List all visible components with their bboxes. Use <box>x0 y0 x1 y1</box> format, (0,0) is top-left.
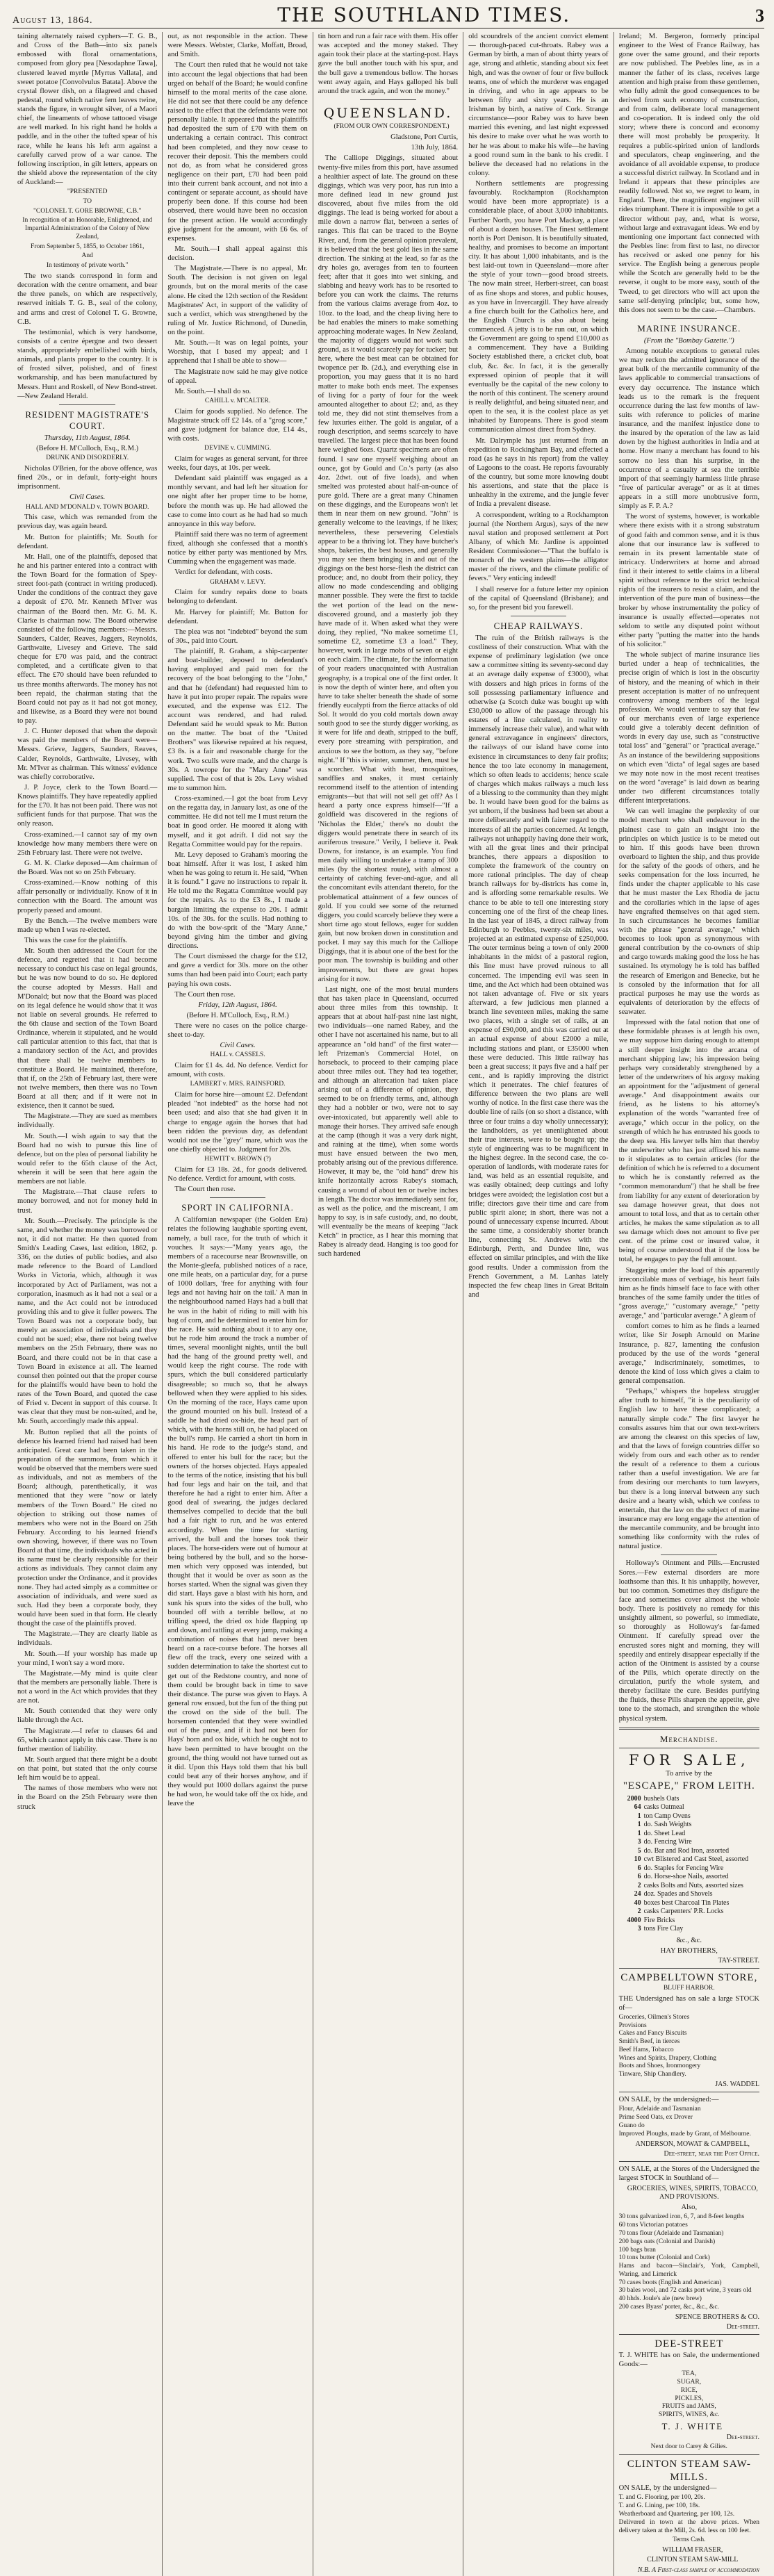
paragraph: Mr. Dalrymple has just returned from an expedition to Rockingham Bay, and effected a road (as he says in his report) from the valley of Lagoons to the coast. He reports favourably of the country, but some more knowing doubt his assertions, and state that the place is unhealthy in the extreme, and the jungle fever of India a prevalent disease. <box>468 436 609 509</box>
item-text: casks Carpenters' P.R. Locks <box>643 1908 724 1916</box>
advert-address: Dee-street. <box>726 2323 759 2331</box>
paragraph: out, as not responsible in the action. These were Messrs. Webster, Clarke, Moffatt, Broad, and Smith. <box>167 33 308 59</box>
column-1 <box>13 32 163 2576</box>
item-text: do. Horse-shoe Nails, assorted <box>643 1873 729 1881</box>
advert-holloway: Holloway's Ointment and Pills.—Encrusted Sores.—Few external disorders are more loathsome than this. It his unhappily, however, but too common. Sometimes they disfigure the face and sometimes cover almost the whole body. There is positively no remedy for this unsightly ailment, so powerful, so immediate, so thoroughly as Holloway's far-famed Ointment. If carefully spread over the encrusted sores night and morning, they will speedily and entirely disappear especially if the action of the Ointment is assisted by a course of the Pills, which operate directly on the circulation, purify the whole system, and thereby facilitate the cure. Besides purifying the fluids, these Pills sharpen the appetite, give tone to the stomach, and strengthen the whole physical system. <box>618 1559 759 1723</box>
divider <box>210 1197 266 1198</box>
item-quantity: 1 <box>637 1821 641 1829</box>
item-quantity: 2000 <box>627 1794 641 1803</box>
paragraph: Impressed with the fatal notion that one of these formidable phrases is at length his own, we may suppose him daring enough to attempt a still deeper insight into the arcana of merchant shipping law; his impression being perhaps very considerably strengthened by a letter of the underwriters of his argosy making an appointment for the "adjustment of general average." And disappointment awaits our friend, as he listens to his attorney's explanation of the words "warranted free of average," which occur in the policy, on the strength of which he has entrusted his goods to the deep sea. His lawyer tells him that thereby the underwriter who has just affixed his name to it stipulates as to certain articles (for the definition of which he is referred to a document to which he is constantly referred as the "common memorandum") that he shall be free from liability for any extent of deterioration by sea damage however great, that does not amount to total loss, and that as to certain other articles, he makes the same stipulation as to all sea damage which does not amount to five per cent. of the prime cost or insured value, it being of course understood that if the loss be total, he engages to pay the full amount. <box>618 1019 759 1264</box>
paragraph: old scoundrels of the ancient convict element — thorough-paced cut-throats. Rabey was a German by birth, a man of about thirty years of age, strong and athletic, standing about six feet high, and was the owner of four or five bullock teams, one of which the murderer was engaged in driving, and who in age appears to be between fifty and sixty years. He is an Irishman by birth, a native of Cork. Strange circumstance—poor Rabey was to have been married this evening, and last night expressed his desire to make over what he was worth to her he was about to make his wife—he having a good round sum in the bank to his credit. I believe the deceased had no relations in the colony. <box>468 33 609 177</box>
paragraph: Mr. South argued that there might be a doubt on that point, but stated that the only course left him would be to appeal. <box>17 1755 158 1782</box>
item-text: Fire Bricks <box>643 1916 675 1924</box>
item-quantity: 40 <box>634 1898 641 1907</box>
inscription-line: "COLONEL T. GORE BROWNE, C.B." <box>33 207 142 215</box>
item-text: do. Fencing Wire <box>643 1838 692 1846</box>
paragraph: The plea was not "indebted" beyond the sum of 30s., paid into Court. <box>167 627 308 645</box>
list-item <box>619 1830 759 1839</box>
list-item <box>619 1925 759 1934</box>
list-item <box>619 1882 759 1891</box>
paragraph: Mr. South.—It was on legal points, your Worship, that I based my appeal; and I apprehend that I shall be able to show— <box>167 339 308 366</box>
inscription-line: In testimony of private worth." <box>46 262 129 270</box>
advert-address: Dee-street, near the Post Office. <box>664 2149 759 2158</box>
newspaper-title: THE SOUTHLAND TIMES. <box>277 3 571 26</box>
inscription-line: From September 5, 1855, to October 1861, <box>31 243 145 250</box>
paragraph: Cross-examined.—I got the boat from Levy on the regatta day, in January last, as one of the committee. He did not tell me I must return the boat in good order. He moored it along with myself, and it got adrift. I did not say the Regatta Committee would pay for the repairs. <box>167 795 308 848</box>
paragraph: Mr. South.—I wish again to say that the Board had no wish to pursue this line of defence, but on the plea of personal liability he would refer to the 65th clause of the Act, wherein it will be seen that here again the members are not liable. <box>17 1132 158 1186</box>
item-quantity: 1 <box>637 1829 641 1837</box>
paragraph: The Court dismissed the charge for the £12, and gave a verdict for 30s. more on the other sums than had been paid into Court; each party paying his own costs. <box>167 953 308 988</box>
paragraph: Mr. Button replied that all the points of defence his learned friend had raised had been anticipated. Great care had been taken in the preparation of the summons, from which it would be observed that the members were sued as individuals, and not as members of the Board; although, parenthetically, it was mentioned that they were "now or lately members of the Town Board." He cited no objection to striking out those names of members who were not in the Board on 25th February. According to his learned friend's own showing, however, if there was no Town Board at that time, the individuals who acted in its name must be clearly responsible for their actions as individuals. They cannot claim any protection under the Ordinance, and it provides none. They had acted simply as a committee or association of individuals, and were sued as such. Had they been a corporate body, they would have been sued in that form. He clearly thought the case of the plaintiffs proved. <box>17 1428 158 1628</box>
paragraph: This case, which was remanded from the previous day, was again heard. <box>17 514 158 531</box>
paragraph: Staggering under the load of this apparently irreconcilable mass of verbiage, his heart fails him as he finds himself face to face with other branches of the same family under the titles of "gross average," "customary average," "petty average," and "particular average." A gleam of <box>618 1266 759 1320</box>
advertiser: WILLIAM FRASER, <box>662 2546 723 2554</box>
advert-line: ON SALE, by the undersigned:— <box>618 2096 719 2104</box>
subheading: (FROM OUR OWN CORRESPONDENT.) <box>334 123 450 131</box>
advert-line: ON SALE, by the undersigned— <box>618 2484 717 2493</box>
paragraph: The Court then ruled that he would not take into account the legal objections that had been urged on behalf of the Board; he would confine himself to the moral merits of the case alone. He did not see that there could be any defence raised to the effect that the defendants were not personally liable. It appeared that the plaintiffs had deposited the sum of £70 with them on undertaking a certain contract. This contract had been completed, and they now cease to recover their deposit. This the members could not do, as from what he considered gross negligence on their part, £70 had been paid into their current bank account, and not into a contingent or separate account, as should have properly been done. If this course had been observed, there would have been no occasion for the present action. He would accordingly give judgment for the amount, with £6 6s. of expenses. <box>167 61 308 243</box>
advert-line: Next door to Carey & Gilies. <box>650 2443 727 2451</box>
dateline: Thursday, 11th August, 1864. <box>44 434 131 442</box>
advert-title: FOR SALE, <box>628 1751 750 1769</box>
dateline: Friday, 12th August, 1864. <box>198 1001 277 1009</box>
case-heading: Civil Cases. <box>69 493 106 502</box>
item-quantity: 3 <box>637 1838 641 1846</box>
paragraph: Mr. South.—Precisely. The principle is the same, and whether the money was borrowed or not, it did not matter. He then quoted from Smith's Leading Cases, last edition, 1862, p. 336, on the duties of public bodies, and also made reference to the Board of Landlord Works in Victoria, which, although it was incorporated by Act of Parliament, was not a corporation, inasmuch as it had not a seal or a name, and the Act could not be introduced providing this and to give it fuller powers. The Town Board was not a corporate body, but merely an association of individuals and they could not be sued; else, there not being twelve members on the 25th February, there was no Board, and there could not be in that case a Town Board in existence at all. The learned counsel then pointed out that the proper course for the plaintiffs would have been to hold the rates of the Town Board, and quoted the case of Fried v. Decent in support of this course. It was clear that they must be non-suited, and he, Mr. South, accordingly made this appeal. <box>17 1217 158 1426</box>
inscription-line: In recognition of an Honorable, Enlightened, and Impartial Administration of the Colony of New Zealand, <box>22 217 153 240</box>
item-quantity: 1 <box>637 1812 641 1820</box>
advertiser: ANDERSON, MOWAT & CAMPBELL, <box>635 2140 750 2148</box>
paragraph: tin horn and run a fair race with them. His offer was accepted and the money staked. They again took their place at the starting-post. Hays gave the bull another touch with his spur, and the bull gave a tremendous bellow. The horses went away again, and Hays galloped his bull around the track again, and won the money." <box>318 33 459 95</box>
paragraph: Cross-examined.—I cannot say of my own knowledge how many members there were on 25th February last. There were not twelve. <box>17 830 158 857</box>
paragraph: G. M. K. Clarke deposed—Am chairman of the Board. Was not so on 25th February. <box>17 859 158 877</box>
section-heading: Merchandise. <box>659 1733 718 1744</box>
paragraph: J. P. Joyce, clerk to the Town Board.—Knows plaintiffs. They have repeatedly applied for the £70. It has not been paid. There was not sufficient funds for that purpose. That was the only reason. <box>17 783 158 828</box>
subheading: (Before H. M'Culloch, Esq., R.M.) <box>186 1011 289 1019</box>
issue-date: August 13, 1864. <box>13 15 93 26</box>
masthead <box>13 3 764 28</box>
paragraph: taining alternately raised cyphers—T. G. B., and Cross of the Bath—into six panels embossed with floral ornamentations, composed from glory pea [Nesodaphne Tawa], clustered leaved myrtle [Myrtus Vallata], and sweet potatoe [Convolvulus Batata]. Above the crystal flower dish, on a filagreed and chased pedestal, round which native fern leaves twine, stands the figure, in wrought silver, of a Maori chief, the lineaments of whose tattooed visage are well marked. In his right hand he holds a paddle, and in the other the tufted spear of his race, while he leans his left arm against a carefully carved prow of a war canoe. The following inscription, in gilt letters, appears on the shield above the representation of the city of Auckland:— <box>17 33 158 186</box>
case-heading: DEVINE v. CUMMING. <box>204 445 272 452</box>
column-3 <box>313 32 463 2576</box>
paragraph: The Magistrate.—They are sued as members individually. <box>17 1113 158 1130</box>
case-heading: GRAHAM v. LEVY. <box>210 578 266 586</box>
paragraph: J. C. Hunter deposed that when the deposit was paid the members of the Board were—Messrs. Grieve, Jaggers, Saunders, Reaves, Calder, Reynolds, Garthwaite, Livesey, with Mr. M'Iver as chairman. This witness' evidence was chiefly corroborative. <box>17 728 158 781</box>
item-quantity: 5 <box>637 1846 641 1855</box>
paragraph: The Magistrate.—I refer to clauses 64 and 65, which cannot apply in this case. There is no further mention of liability. <box>17 1727 158 1753</box>
item-text: do. Staples for Fencing Wire <box>643 1864 724 1872</box>
case-heading: HALL v. CASSELS. <box>210 1051 265 1059</box>
advert-address: Dee-street. <box>726 2434 759 2441</box>
dateline: 13th July, 1864. <box>411 144 459 152</box>
paragraph: The Court then rose. <box>174 990 236 999</box>
item-quantity: 24 <box>634 1890 641 1898</box>
paragraph: Mr. South.—I shall do so. <box>174 387 252 395</box>
paragraph: The ruin of the British railways is the costliness of their construction. What with the expense of preliminary legislation (we once saw a committee sitting its seventy-second day at an average daily expense of £3000), what with dossers and high prices in forms of the soil possessing parliamentary influence and otherwise (a Scotch duke was bought up with £30,000 to allow of the passage through his estates of a line calculated, in reality to immensely increase their value), and what with general extravagance in engineers' directors, the railways of our island have come into existence in circumstances to deny fair profits; hence the too late economy in management, which so often leads to accidents; hence scale of charges which makes railways a much less of a blessing to the community than they might be. It would have been good for the bairns as yet unborn, if the business had been set about a more deliberately and with fairer regard to the interests of all the parties concerned. At length, railways not unhappily having done their work, with all the great lines and their principal branches, there appears a disposition to complete the framework of the country on more rational principles. The day of cheap branch railways for by-districts has come in, and is affording some remarkable results. We chance to be able to tell one interesting story concerning one of the first of the cheap lines. In the last year of 1845, a direct railway from Edinburgh to Peebles, twenty-six miles, was projected at an estimated expense of £250,000. The outer terminus being a town of only 2000 inhabitants in the midst of a pastoral region, this line must have proved ruinous to all concerned. The impending evil was seen in time, and the Act which had been obtained was not taken advantage of. Five or six years afterward, a few judicious men planned a branch line seventeen miles, making the same two places, with a single set of rails, at an expense of £90,000, and this was carried out at an actual expense of about £2000 a mile, including stations and plant, or £35000 when these were deducted. This little railway has been a great success; it pays five and a half per cent., and is rapidly improving the district which it penetrates. The chief features of difference between the two plans are well worthy of notice. In the first case there was the double line of rails (on so short a distance, with three or four trains a day wholly unnecessary); the landholders, as yet unenlightened about their true interests, were to be bought up; the style of engineering was to be magnificent in the highest degree. In the second case, the co-operation of landlords, with moderate rates for land, was held as an essential requisite, and was easily obtained; deep cuttings and lofty bridges were avoided; the legislation cost but a trifle; directors gave their time and care from public spirit alone; in short, there was not a pound of unnecessary expense incurred. About the same time, a considerably shorter branch line, connecting St. Andrews with the Edinburgh, Perth, and Dundee line, was effected on similar principles, and with the like good results. Under a commission from the French Government, a M. Lanhas lately inspected the few cheap lines in Great Britain and <box>468 634 609 1299</box>
paragraph: Mr. South.—I shall appeal against this decision. <box>167 245 308 262</box>
paragraph: The Magistrate.—My mind is quite clear that the members are personally liable. There is not a word in the Act which provides that they are not. <box>17 1669 158 1705</box>
item-quantity: 64 <box>634 1803 641 1812</box>
divider <box>619 1728 759 1730</box>
advert-title: DEE-STREET <box>654 2338 724 2350</box>
paragraph: Mr. Levy deposed to Graham's mooring the boat himself. After it was lost, I asked him when he was going to return it. He said, "When it is found." I gave no instructions to repair it. He told me the Regatta Committee would pay for the repairs. As to the £3 8s., I made a bargain limiting the expense to 20s. I admit 10s. of the 30s. for the sculls. Had nothing to do with the bow-sprit of the "Mary Anne," beyond giving him the timber and giving directions. <box>167 851 308 951</box>
list-item <box>619 1795 759 1804</box>
paragraph: Claim for £3 18s. 2d., for goods delivered. No defence. Verdict for amount, with costs. <box>167 1165 308 1183</box>
list-item <box>619 1864 759 1873</box>
case-heading: Civil Cases. <box>220 1042 256 1050</box>
paragraph: A Californian newspaper (the Golden Era) relates the following laughable sporting event, namely, a bull race, for the truth of which it vouches. It says:—"Many years ago, the members of a racecourse near Brownsville, on the Monte-gleefa, published notices of a race, one mile heats, on a particular day, for a purse of 1000 dollars, 'free for anything with four legs and not having hair on the tail.' A man in the neighbourhood named Hays had a bull that he was in the habit of riding to mill with his bag of corn, and he determined to enter him for the race. He said nothing about it to any one, but he rode him around the track a number of times, several moonlight nights, until the bull had the hang of the ground pretty well, and would keep the right course. The rode with spurs, which the bull considered particularly disagreeable; so much so, that he always bellowed when they were applied to his sides. On the morning of the race, Hays came upon the ground mounted on his bull. Instead of a saddle he had dried ox-hide, the head part of which, with the horns still on, he had placed on the bull's rump. He carried a short tin horn in his hand. He rode to the judge's stand, and offered to enter his bull for the race; but the owners of the horses objected. Hays appealed to the terms of the notice, insisting that his bull had four legs and hair on the tail, and that therefore he had a right to enter him. After a good deal of swearing, the judges declared themselves compelled to decide that the bull had a fair right to run, and he was entered accordingly. When the time for starting arrived, the bull and the horses took their places. The horse-riders were out of humour at being bothered by the bull, and so the horse-men which very opposed was intended, but thought that it would be over as soon as the horses started. When the signal was given they did start. Hays gave a blast with his horn, and sunk his spurs into the sides of the bull, who bounded off with a terrible bellow, at no trifling speed, the dried ox hide flapping up and down, and rattling at every jump, making a combination of noises that had never been heard on a race-course before. The horses all flew off the track, every one seized with a sudden determination to take the shortest cut to get out of the Redstone country, and none of them could be brought back in time to save their distance. The purse was given to Hays. A general row ensued, but the fun of the thing put the crowd on the side of the bull. The horsemen contended that they were swindled out of the purse, and if it had not been for Hays' horn and ox hide, which he ought not to have been permitted to have brought on the ground, the thing would not have turned out as it did. Upon this Hays told them that his bull could beat any of their horses anyhow, and if they would put 1000 dollars against the purse he had won, he would take off the ox hide, and leave the <box>167 1216 308 1808</box>
list-item <box>619 1847 759 1856</box>
list-item <box>619 1821 759 1830</box>
advertiser: HAY BROTHERS, <box>660 1946 718 1955</box>
paragraph: Claim for sundry repairs done to boats belonging to defendant. <box>167 589 308 606</box>
advert-title: CAMPBELLTOWN STORE, <box>620 1972 758 1984</box>
advertiser: JAS. WADDEL <box>715 2080 759 2088</box>
paragraph: Northern settlements are progressing favourably. Rockhampton (Rockhampton would have been more appropriate) is a considerable place, of about 3,000 inhabitants. Further North, you have Port Mackay, a place of about a dozen houses. The finest settlement north is Port Denison. It is beautifully situated, healthy, and promises to become an important city. It has about 1,000 inhabitants, and is the best laid-out town in Queensland—more after the style of your town—good broad streets. The now main street, Herbert-street, can boast of as fine shops and stores, and public houses, as you have in Invercargill. They have already a fine church built for the Catholics here, and the English Church is also about being commenced. A jetty is to be run out, on which the Government are going to spend £10,000 as a commencement. They have a Building Society established there, a cricket club, boat club, &c. &c. In fact, it is the generally expressed opinion of people that it will eventually be the capital of the new colony to the north of this continent. The scenery around is really delightful, and being situated near, and open to the sea, it is the coolest place as yet inhabited by Europeans. There is good steam communication almost direct from Sydney. <box>468 180 609 434</box>
advert-list: Groceries, Oilmen's Stores Provisions Cakes and Fancy Biscuits Smith's Beef, in tierces Beef Hams, Tobacco Wines and Spirits, Drapery, Clothing Boots and Shoes, Ironmongery Tinware, Ship Chandlery. <box>618 2013 717 2078</box>
section-heading: CHEAP RAILWAYS. <box>493 620 584 631</box>
item-text: doz. Spades and Shovels <box>643 1890 713 1898</box>
case-heading: HALL AND M'DONALD v. TOWN BOARD. <box>25 503 149 511</box>
paragraph: Last night, one of the most brutal murders that has taken place in Queensland, occurred about three miles from this township. It appears that at about half-past nine last night, two individuals—one named Rabey, and the other I have not ascertained his name, but to all appearance an "old hand" of the first water—left Prizeman's Commercial Hotel, on horseback, to proceed to their camping place about three miles out. They had tea together, and although an altercation had taken place arising out of a difference of opinion, they seemed to be on friendly terms, and, although they had a nobbler or two, were not to say over-intoxicated, but apparently well able to manage their horses. They arrived safe enough at the camp (though it was a very dark night, and raining at the time), when some words must have ensued between the two men, probably arising out of the previous difference. However, it may be, the "old hand" drew his knife horizontally across Rabey's stomach, causing a wound of about ten or twelve inches in length. The doctor was immediately sent for, as well as the police, and the miscreant, I am happy to say, is in safe custody, and, no doubt, will eventually be the means of keeping "Jack Ketch" in practice, as I hear this morning that Rabey is already dead. Hanging is too good for such hardened <box>318 985 459 1258</box>
paragraph: We can well imagine the perplexity of our model merchant who shall endeavour in the plainest case to gain an insight into the principles on which justice is to be meted out to him. If this goods have been thrown overboard to lighten the ship, and thus provide for the safety of the goods of others, and he seeks compensation for the loss incurred, he finds under the chapter applicable to his case that he must master the Lex Rhodia de jactu and the corollaries which in the lapse of ages have engrafted themselves on that aged stem. In such circumstances he becomes familiar with the phrase "general average," which becomes to look upon as synonymous with general contribution by the co-owners of ship and cargo towards making good the loss he has sustained. Its etymology he is told has baffled the research of Emerigon and Benecke, but he is consoled by the information that for all practical purposes he may use the words as equivalents of deterioration by the effects of seawater. <box>618 807 759 1017</box>
list-item <box>619 1838 759 1847</box>
paragraph: "Perhaps," whispers the hopeless struggler after truth to himself, "it is the peculiarity of English law to have these complicated; a naturally simple code." The first lawyer he consults assures him that our own text-writers are among the clearest on this species of law, and that the laws of foreign countries differ so widely from ours and each other as to render the result of a reference to them a curious rather than a useful investigation. We are far from desiring our merchants to turn lawyers, but there is a long interval between any such desire and a hearty wish, which we confess to entertain, that the law on the subject of marine insurance may ere long engage the attention of the mercantile community, and be brought into something like conformity with the rules of natural justice. <box>618 1388 759 1551</box>
subheading: (From the "Bombay Gazette.") <box>643 336 734 345</box>
item-quantity: 6 <box>637 1864 641 1872</box>
paragraph: Claim for goods supplied. No defence. The Magistrate struck off £2 14s. of a "grog score," and gave judgment for balance due, £14 4s., with costs. <box>167 407 308 443</box>
list-item <box>619 1873 759 1882</box>
section-heading: MARINE INSURANCE. <box>637 322 741 334</box>
section-heading: QUEENSLAND. <box>323 105 453 121</box>
case-heading: CAHILL v. M'CALTER. <box>204 397 271 404</box>
paragraph: The worst of systems, however, is workable where there exists with it a strong substratum of good faith and common sense, and it is thus alone that our insurance law is suffered to remain in its present lamentable state of intricacy. Underwriters at home and abroad find it their interest to settle claims in a liberal spirit without reference to the strict technical rights of the insurers to resist a claim, and the intervention of the pure man of business—the broker by whose instrumentality the policy of insurance is usually effected—operates not seldom to settle any disputed point without either party "putting the matter into the hands of his solicitor." <box>618 513 759 649</box>
divider <box>360 99 416 100</box>
advertiser: T. J. WHITE <box>661 2420 724 2431</box>
item-quantity: 4000 <box>627 1916 641 1924</box>
paragraph: Verdict for defendant, with costs. <box>174 568 273 577</box>
advertiser: SPENCE BROTHERS & CO. <box>675 2313 759 2321</box>
item-text: do. Bar and Rod Iron, assorted <box>643 1846 730 1855</box>
item-quantity: 2 <box>637 1881 641 1889</box>
paragraph: Defendant said plaintiff was engaged as a monthly servant, and had left her situation for one night after her proper time to be home, before the month was up. He had allowed the case to come into court as he had had so much annoyance in this way before. <box>167 475 308 528</box>
list-item <box>619 1812 759 1821</box>
case-heading: DRUNK AND DISORDERLY. <box>46 454 129 462</box>
advert-white <box>619 2334 759 2452</box>
paragraph: I shall reserve for a future letter my opinion of the capital of Queensland (Brisbane); and so, for the present bid you farewell. <box>468 585 609 612</box>
item-quantity: 10 <box>634 1855 641 1864</box>
item-text: tons Fire Clay <box>643 1925 684 1933</box>
advert-list: Flour, Adelaide and Tasmanian Prime Seed Oats, ex Drover Guano do Improved Ploughs, made by Grant, of Melbourne. <box>618 2106 751 2138</box>
advert-subtitle: BLUFF HARBOR. <box>663 1984 715 1992</box>
advert-line: To arrive by the <box>666 1769 713 1778</box>
inscription-line: TO <box>83 197 92 205</box>
section-heading: RESIDENT MAGISTRATE'S COURT. <box>25 409 150 431</box>
paragraph: Mr. South contended that they were only liable through the Act. <box>17 1707 158 1725</box>
advert-spence <box>619 2161 759 2331</box>
item-text: bushels Oats <box>643 1794 680 1803</box>
paragraph: Mr. Hall, one of the plaintiffs, deposed that he and his partner entered into a contract with the Town Board for the formation of Spey-street foot-path (contract in writing produced). Under the conditions of the contract they gave a deposit of £70. Mr. Kenneth M'Iver was chairman of the Board then. Mr. G. M. K. Clarke is chairman now. The Board otherwise consisted of the following members:—Messrs. Saunders, Calder, Reaves, Jaggers, Reynolds, Garthwaite, Livesey and Grieve. The said cheque for £70 was paid, and the contract completed, and a certificate given to that effect. The £70 should have been refunded to us three months afterwards. The money has not been repaid, the chairman stating that the Board could not pay as it had not got money, and likewise, as a Board they were not bound to pay. <box>17 552 158 725</box>
column-5 <box>614 32 764 2576</box>
item-text: cwt Blistered and Cast Steel, assorted <box>643 1855 749 1864</box>
paragraph: Mr. Button for plaintiffs; Mr. South for defendant. <box>17 533 158 550</box>
item-text: ton Camp Ovens <box>643 1812 691 1820</box>
paragraph: The Court then rose. <box>174 1186 236 1194</box>
paragraph: This was the case for the plaintiffs. <box>24 936 128 944</box>
item-text: boxes best Charcoal Tin Plates <box>643 1898 730 1907</box>
paragraph: Mr. Harvey for plaintiff; Mr. Button for defendant. <box>167 608 308 625</box>
divider <box>661 1554 717 1555</box>
paragraph: Ireland; M. Bergeron, formerly principal engineer to the West of France Railway, has gone over the same ground, and their reports are now published. The Peebles line, as in a manner the father of its class, receives large attention and high praise from these gentlemen, who fully admit the good consequences to be derived from such economy of construction, and from calm, deliberate local management and co-operation. It is indeed only the old story; where there is concord and economy there will most probably be prosperity. It requires a public-spirited union of landlords and speculators, cheap engineering, and the avoidance of all avoidable expense, to produce a successful district railway. In Scotland and in Ireland it appears that these principles are readily followed. Not so, we regret to learn, in England. There, the magnificent engineer still rides triumphant. There it is impossible to get a director without pay, and, what is worse, without large and extravagant ideas. We end by mentioning one important fact connected with the Peebles line: from first to last, no director has received or asked one penny for his service. The English being a generous people while the Scotch are generally held to be the reverse, it ought to be more easy, south of the Tweed, to get directors who will act upon the same self-denying principle; but, some how, this does not seem to be the case.—Chambers. <box>618 33 759 314</box>
subheading: (Before H. M'Culloch, Esq., R.M.) <box>36 445 139 453</box>
column-2 <box>163 32 313 2576</box>
list-item <box>619 1803 759 1812</box>
paragraph: comfort comes to him as he finds a learned writer, like Sir Joseph Arnould on Marine Insurance, p. 827, lamenting the confusion produced by the use of the words "general average," indiscriminately, sometimes, to denote the kind of loss which gives a claim to general compensation. <box>618 1322 759 1386</box>
advert-line: THE Undersigned has on sale a large STOCK of— <box>618 1994 759 2012</box>
paragraph: Claim for £1 4s. 4d. No defence. Verdict for amount, with costs. <box>167 1062 308 1079</box>
paragraph: By the Bench.—The twelve members were made up when I was re-elected. <box>17 917 158 934</box>
paragraph: Mr. South.—If your worship has made up your mind, I won't say a word more. <box>17 1650 158 1667</box>
item-quantity: 3 <box>637 1925 641 1933</box>
paragraph: The Magistrate.—There is no appeal, Mr. South. The decision is not given on legal grounds, but on the moral merits of the case alone. He cited the 12th section of the Resident Magistrates' Act, in support of the validity of such a verdict, which was strengthened by the ruling of Mr. Justice Richmond, of Dunedin, on the point. <box>167 265 308 336</box>
paragraph: Claim for wages as general servant, for three weeks, four days, at 10s. per week. <box>167 454 308 473</box>
advert-address: TAY-STREET. <box>718 1956 759 1964</box>
divider <box>59 404 115 405</box>
paragraph: Among notable exceptions to general rules we may reckon the admitted ignorance of the great bulk of the mercantile community of the laws applicable to commercial transactions of every day occurrence. The instance which leads us to the remark is the frequent occurrence during the last few months of law-suits with reference to policies of marine insurance, and the manifest injustice done to the insured by the operation of the law as laid down by the highest authorities in India and at home. How many a merchant has found to his sorrow no less than his surprise, in the occurrence of a casualty at sea the terrible import of that seemingly harmless little phrase "free of particular average" or as it at times appears in a still more unobtrusive form, simply as F. P. A.? <box>618 347 759 511</box>
paragraph: Cross-examined.—Know nothing of this affair personally or individually. Know of it in connection with the Board. The amount was properly passed and amount. <box>17 879 158 914</box>
item-text: do. Sheet Lead <box>643 1829 686 1837</box>
paragraph: The Magistrate.—They are clearly liable as individuals. <box>17 1630 158 1648</box>
list-item <box>619 1908 759 1917</box>
advert-line: T. J. WHITE has on Sale, the undermentioned Goods:— <box>618 2352 759 2369</box>
advert-subtitle: "ESCAPE," FROM LEITH. <box>623 1780 755 1791</box>
list-item <box>619 1855 759 1864</box>
paragraph: Plaintiff said there was no term of agreement fixed, although she confessed that a month's notice by either party was mentioned by Mrs. Cumming when the engagement was made. <box>167 530 308 566</box>
paragraph: The Calliope Diggings, situated about twenty-five miles from this port, have assumed a healthier aspect of late. The ground on these diggings, which was very poor, has run into a more defined lead in new ground just discovered, about five miles from the old diggings. The lead is being worked for about a mile down a narrow flat, between a series of ranges. This flat can be traced to the Boyne River, and, from the general opinion prevalent, it is believed that the best gold lies in the same direction. The sinking at the lead, so far as the dry holes go, averages from ten to fourteen feet; after that it goes into wet sinking, and slabbing and heavy work has to be resorted to before you can work the claims. The returns from the various claims average from 4oz. to 10oz. to the load, and the cheap living here to be had enables the miners to make something approaching moderate wages. In New Zealand, the majority of diggers would not work such ground, as it would scarcely pay for tucker; but here, where the best meat can be obtained for twopence per lb. (2d.), and everything else in proportion, you may guess that it is no hard matter to make both ends meet. The expenses of living for a party of four for the week amounted altogether to about £2; and, as they told me, they did not stint themselves from a few luxuries either. The gold is angular, of a rough description, and seems scarcely to have travelled. The largest piece that has been found here weighed 6ozs. Quartz specimens are often found. I saw one myself weighing about an ounce, got by Gould and Co.'s party (as also 4oz. 2dwt. out of five loads), and when smelted was protested about half-an-ounce of pure gold. There are a great many Chinamen on these diggings, and the Europeans won't let them in near them on new ground. "John" is generally welcome to the leavings, if he likes; nevertheless, these persevering Celestials appear to be a thriving lot. They have butcher's shops, bakeries, the best houses, and generally you may see them bringing in and out of the diggings on the best horse-flesh the district can produce; and, no doubt from their policy, they allow no made condescending and obliging manner possible. They were the first to tackle the wet portion of the lead on the new-discovered ground, and a masterly job they have made of it. When asked what they were doing, they replied, "No makee sometime £1, sometime £2, sometime £3 a load." They, however, work in large mobs of seven or eight on each claim. The climate, for the information of your readers unacquainted with Australian geography, is a tropical one of the first order. It is now the depth of winter here, and often you have to take shelter beneath the shade of some friendly eucalypti from the fierce attacks of old Sol. It would do you cold mortals down away south good to see the sturdy digger working, as it were for life and death, stripped to the buff, every pore streaming with perspiration, and anxious to see the bottom, as they say, "before night." If "this is winter, summer, then, must be a scorcher. What with heat, mosquitoes, sandflies and snakes, it must certainly recommend itself to the attention of intending emigrants—but that will not sell get off? As I heard a party once express himself—"If a goldfield was discovered in the regions of 'Nicholas the Elder,' there's no doubt the diggers would penetrate there in search of its auriferous treasure." Verily, I believe it. Peak Downs, for instance, is an example. You find men daily willing to undertake a tramp of 300 miles (by the shortest route), with almost a certainty of catching fever-and-ague, and all the concomitant evils attendant thereto, for the problematical attainment of a few ounces of gold. If you could see some of the returned diggers, you could scarcely believe they were a short time ago stout fellows, eager for sudden gain, but now broken down in constitution and pocket. I may say this much for the Calliope Diggings, that it is about one of the best for the poor man. The township is building and other improvements, but there are great hopes arising for it now. <box>318 154 459 983</box>
columns <box>13 32 764 2574</box>
paragraph: The Magistrate now said he may give notice of appeal. <box>167 368 308 385</box>
advert-clinton <box>619 2454 759 2575</box>
item-quantity: 6 <box>637 1873 641 1881</box>
advert-sale <box>619 1748 759 1965</box>
advert-line: &c., &c. <box>676 1936 702 1944</box>
advert-subtitle: GROCERIES, WINES, SPIRITS, TOBACCO, AND PROVISIONS. <box>627 2184 758 2201</box>
inscription-line: "PRESENTED <box>67 188 108 196</box>
advertiser: CLINTON STEAM SAW-MILL <box>647 2556 739 2564</box>
paragraph: The Magistrate.—That clause refers to money borrowed, and not for money held in trust. <box>17 1188 158 1215</box>
item-text: casks Oatmeal <box>643 1803 684 1812</box>
case-heading: HEWITT v. BROWN (?) <box>204 1156 271 1163</box>
advert-note: N.B. A First-class sample of accommodation <box>637 2566 759 2574</box>
advert-line: ON SALE, at the Stores of the Undersigned the largest STOCK in Southland of— <box>618 2165 759 2183</box>
inscription-line: And <box>81 252 93 260</box>
advert-list: 30 tons galvanized iron, 6, 7, and 8-feet lengths 60 tons Victorian potatoes 70 tons flour (Adelaide and Tasmanian) 200 bags oats (Colonial and Danish) 100 bags bran 10 tons butter (Colonial and Cork) Hams and bacon—Sinclair's, York, Campbell, Waring, and Limerick 70 cases boots (English and American) 30 bales wool, and 72 casks port wine, 3 years old 40 hhds. Joule's ale (new brew) 200 cases Byass' porter, &c., &c., &c. <box>618 2213 759 2311</box>
page-number: 3 <box>755 6 764 26</box>
divider <box>661 318 717 319</box>
paragraph: Mr. South then addressed the Court for the defence, and regretted that it had become necessary to conduct his case on legal grounds, but he was now bound to do so. He deplored the course adopted by Messrs. Hall and M'Donald; but now that the Board was placed on its legal defence he would show that it was not liable on several grounds. He referred to the 6th clause and section of the Town Board Ordinance, wherein it stipulated, and he would call particular attention to this fact, that that is a mandatory section of the Act, and provides that there shall be twelve members to constitute a Board. He maintained, therefore, that if, on the 25th of February last, there were not twelve members, then there was no Town Board at all then; and if it were not in existence, then it cannot be sued. <box>17 947 158 1110</box>
list-item <box>619 1899 759 1908</box>
item-text: casks Bolts and Nuts, assorted sizes <box>643 1881 743 1889</box>
advert-list: T. and G. Flooring, per 100, 20s. T. and G. Lining, per 100, 18s. Weatherboard and Quartering, per 100, 12s. Delivered in town at the above prices. When delivery taken at the Mill, 2s. 6d. less on 100 feet. <box>618 2494 759 2534</box>
advert-list: TEA, SUGAR, RICE, PICKLES, FRUITS and JAMS, SPIRITS, WINES, &c. <box>658 2370 720 2419</box>
advert-campbelltown <box>619 1968 759 2089</box>
item-text: do. Sash Weights <box>643 1821 692 1829</box>
paragraph: The two stands correspond in form and decoration with the centre ornament, and bear the three panels, on which are respectively, reserved initials T. G. B., seal of the colony, and arms and crest of Colonel T. G. Browne, C.B. <box>17 272 158 326</box>
paragraph: Nicholas O'Brien, for the above offence, was fined 20s., or in default, forty-eight hours imprisonment. <box>17 465 158 491</box>
paragraph: A correspondent, writing to a Rockhampton journal (the Northern Argus), says of the new naval station and proposed settlement at Port Albany, of which Mr. Jardine is appointed Resident Commissioner—"That the buffalo is monarch of the western plains—the alligator master of the rivers, and the climate prolific of fevers." Very enticing indeed! <box>468 511 609 583</box>
paragraph: The names of those members who were not in the Board on the 25th February were then struck <box>17 1785 158 1811</box>
paragraph: There were no cases on the police charge-sheet to-day. <box>167 1022 308 1040</box>
paragraph: The whole subject of marine insurance lies buried under a heap of technicalities, the precise origin of which is lost in the obscurity of history, and the meaning of which in their present acceptation is matter of no unfrequent controversy among members of the legal profession. We would venture to say that few of our merchants even of large experience could give a tolerably decent definition of words in every day use, such as "constructive total loss" and "general" or "practical average." As an instance of the bewildering suppositions on which even "dicta" of legal sages are based we may note now in the most recent treatises on the word "average" is laid down as bearing under two different circumstances totally different interpretations. <box>618 651 759 805</box>
case-heading: LAMBERT v. MRS. RAINSFORD. <box>190 1081 286 1088</box>
section-heading: SPORT IN CALIFORNIA. <box>181 1202 294 1213</box>
paragraph: Claim for horse hire—amount £2. Defendant pleaded "not indebted" as the horse had not been used; and also that she had given it in charge to engage again the horses that had been ridden the previous day, as defendant would not use the "grey" mare, which was the one chiefly objected to. Judgment for 20s. <box>167 1091 308 1154</box>
list-item <box>619 1917 759 1926</box>
column-4 <box>463 32 614 2576</box>
advert-title: CLINTON STEAM SAW-MILLS. <box>627 2459 751 2483</box>
paragraph: The testimonial, which is very handsome, consists of a centre épergne and two dessert stands, appropriately embellished with birds, animals, and plants proper to the country. It is of frosted silver, polished, and of finest workmanship, and has been manufactured by Messrs. Hunt and Roskell, of New Bond-street.—New Zealand Herald. <box>17 328 158 400</box>
item-list <box>619 1795 759 1934</box>
list-item <box>619 1890 759 1899</box>
advert-anderson <box>619 2092 759 2158</box>
dateline: Gladstone, Port Curtis, <box>390 133 459 142</box>
item-quantity: 2 <box>637 1908 641 1916</box>
advert-line: Also, <box>681 2204 698 2212</box>
paragraph: The plaintiff, R. Graham, a ship-carpenter and boat-builder, deposed to defendant's having employed and paid men for the recovery of the boat belonging to the "John," and that he (defendant) had requested him to have it put into proper repair. The repairs were executed, and the expense was £12. The account was rendered, and had ruled. Defendant said he would speak to Mr. Button on the matter. The boat of the "United Brothers" was likewise repaired at his request, £3 8s. is a fair and reasonable charge for the work. Two sculls were made, and the charge is 30s. A towrope for the "Mary Anne" was supplied. The cost of that is 20s. Levy wished me to summon him. <box>167 648 308 792</box>
advert-line: Terms Cash. <box>673 2536 706 2544</box>
